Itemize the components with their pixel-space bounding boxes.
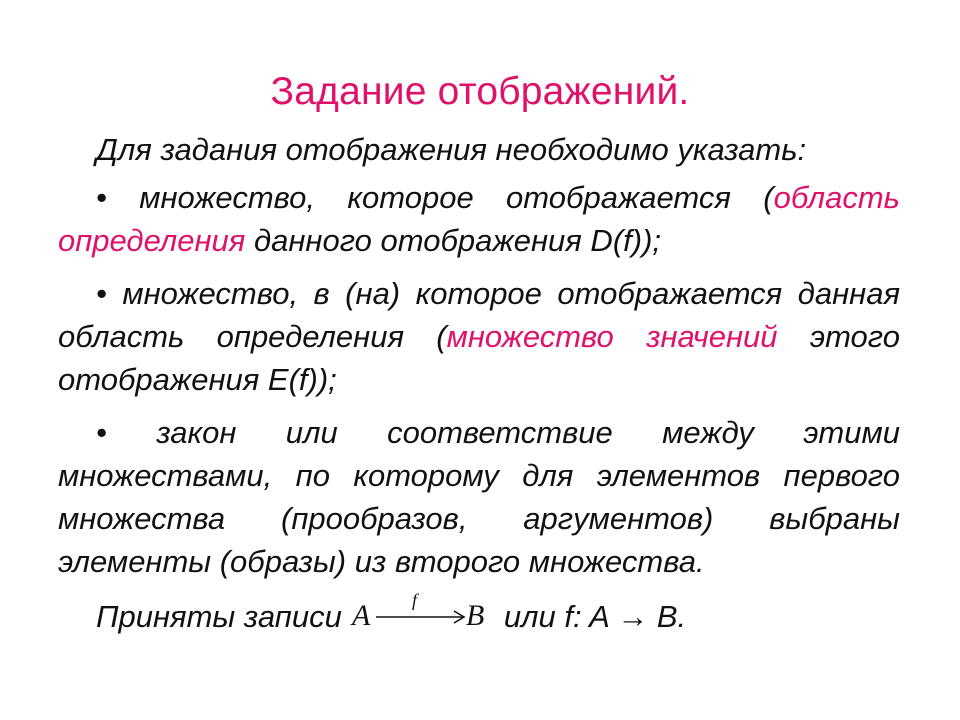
- notation-from: A: [351, 599, 371, 632]
- notation-to: B: [465, 599, 485, 632]
- arrow-symbol: →: [617, 599, 649, 634]
- notation-suffix: или f: A: [503, 599, 618, 634]
- notation-line: [58, 593, 900, 638]
- bullet-codomain-text-2: этого отображения E(f));: [58, 319, 900, 397]
- bullet-domain-text-2: данного отображения D(f));: [245, 223, 662, 258]
- notation-label: f: [411, 593, 417, 610]
- range-term: множество значений: [446, 319, 778, 354]
- bullet-codomain-text-1: • множество, в (на) которое отображается данная область определения (: [58, 276, 900, 354]
- domain-term: область определения: [58, 180, 900, 258]
- bullet-domain: [58, 176, 900, 262]
- bullet-rule-text: • закон или соответствие между этими множествами, по которому для элементов первого множества (прообразов, аргументов) выбраны элементы (образы) из второго множества.: [58, 415, 900, 579]
- notation-prefix: Приняты записи: [96, 599, 342, 634]
- notation-end: B.: [648, 599, 687, 634]
- slide-body: [58, 128, 900, 638]
- bullet-rule: [58, 411, 900, 583]
- intro-line: Для задания отображения необходимо указать:: [96, 132, 807, 167]
- mapping-arrow-notation: [350, 593, 490, 633]
- bullet-domain-text-1: • множество, которое отображается (: [96, 180, 774, 215]
- bullet-codomain: [58, 272, 900, 401]
- slide-title: Задание отображений.: [270, 70, 690, 113]
